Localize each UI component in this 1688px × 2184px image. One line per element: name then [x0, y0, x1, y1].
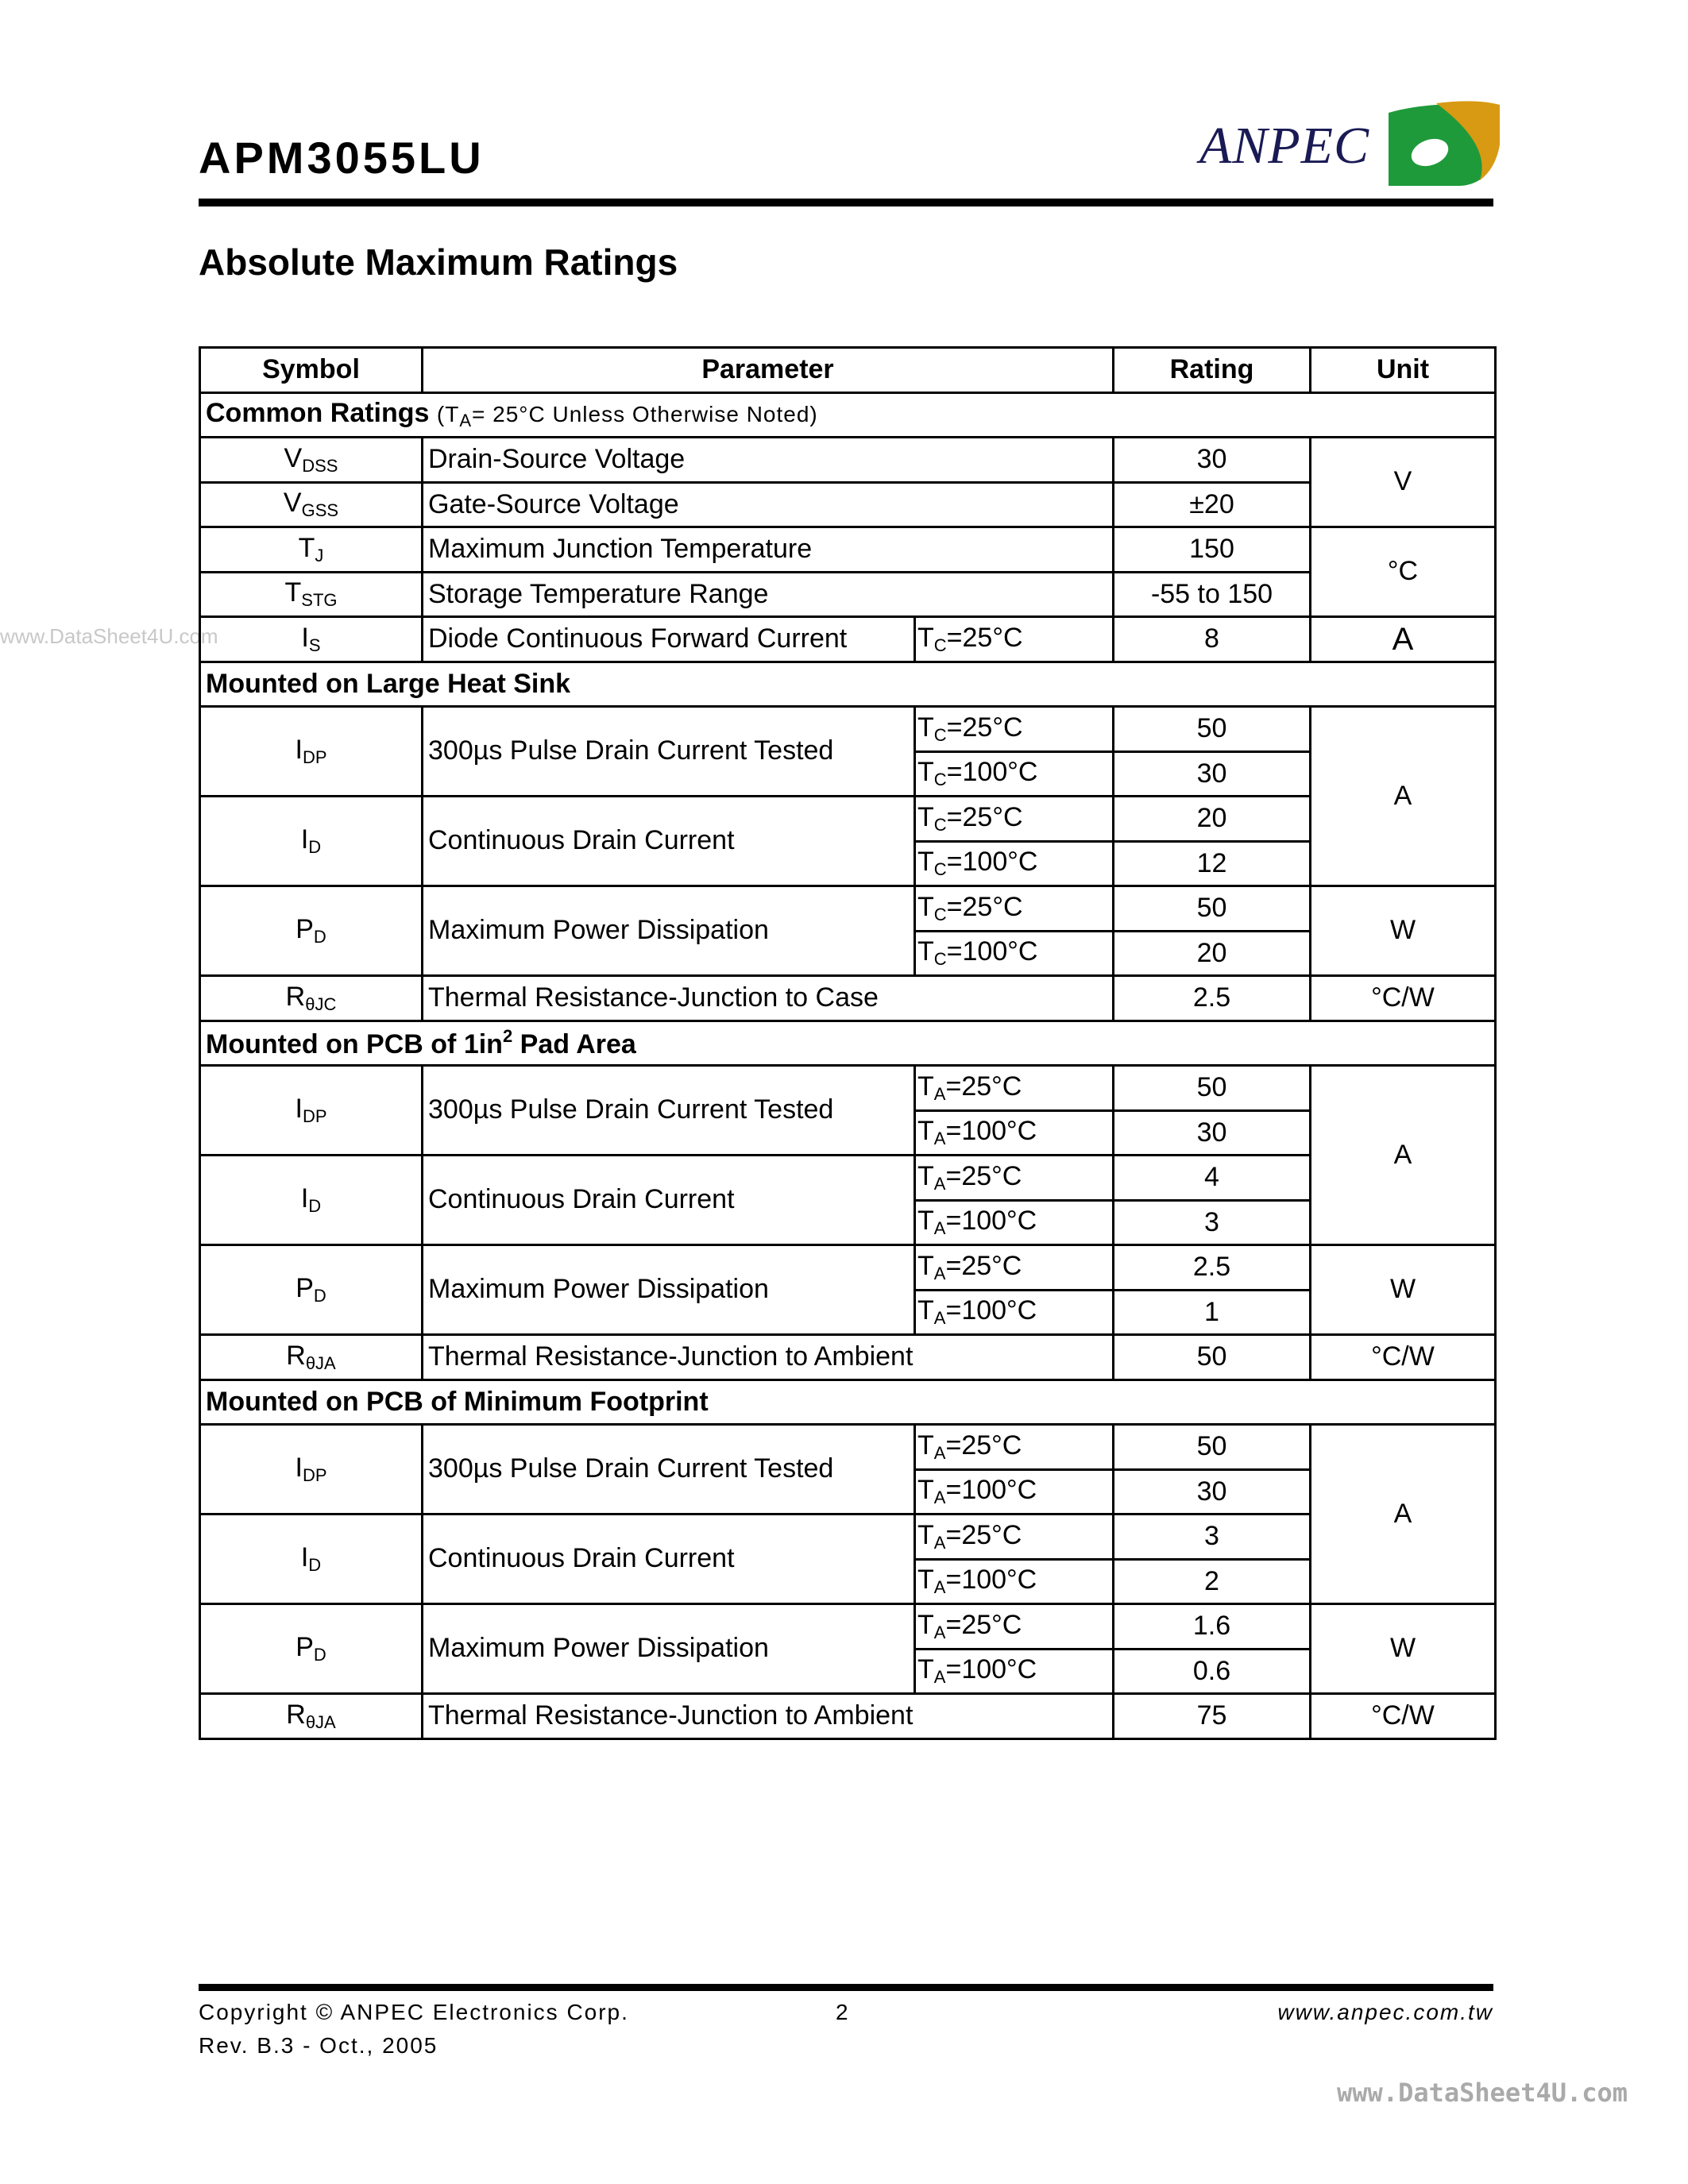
table-row	[200, 572, 1496, 617]
logo-mark-icon	[1381, 97, 1500, 188]
group-title: Mounted on PCB of $1in^2$ Pad Area	[200, 1021, 1496, 1066]
condition-cell: $T_A=25^\circ C$	[915, 1515, 1114, 1560]
rating-cell: -55 to 150	[1114, 572, 1311, 617]
group-row-pcb-min-footprint	[200, 1379, 1496, 1425]
rating-cell: 3	[1114, 1200, 1311, 1245]
footer-website-link[interactable]: www.anpec.com.tw	[1277, 2000, 1493, 2024]
unit-cell: °C/W	[1311, 1694, 1496, 1739]
parameter-cell: 300µs Pulse Drain Current Tested	[423, 1066, 915, 1156]
group-row-common	[200, 392, 1496, 438]
symbol-cell: $I_{DP}$	[200, 1425, 423, 1515]
header-rating: Rating	[1114, 348, 1311, 393]
logo-text: ANPEC	[1199, 117, 1369, 175]
symbol-cell: $I_{DP}$	[200, 1066, 423, 1156]
rating-cell: 50	[1114, 1066, 1311, 1111]
table-row	[200, 1515, 1496, 1560]
rating-cell: 30	[1114, 1469, 1311, 1515]
rating-cell: 30	[1114, 751, 1311, 797]
header-unit: Unit	[1311, 348, 1496, 393]
symbol-cell: $T_{STG}$	[200, 572, 423, 617]
rating-cell: 0.6	[1114, 1649, 1311, 1694]
unit-cell: W	[1311, 1604, 1496, 1694]
footer-page-number: 2	[836, 2000, 850, 2024]
table-header-row	[200, 348, 1496, 393]
parameter-cell: Thermal Resistance-Junction to Ambient	[423, 1335, 1114, 1380]
unit-cell: W	[1311, 1245, 1496, 1335]
condition-cell: $T_C=100^\circ C$	[915, 931, 1114, 976]
rating-cell: 2	[1114, 1559, 1311, 1604]
parameter-cell: Drain-Source Voltage	[423, 438, 1114, 483]
symbol-cell: $I_S$	[200, 617, 423, 662]
parameter-cell: Thermal Resistance-Junction to Case	[423, 976, 1114, 1021]
table-row	[200, 1066, 1496, 1111]
symbol-cell: $P_D$	[200, 1245, 423, 1335]
header-rule	[199, 199, 1493, 206]
table-row	[200, 976, 1496, 1021]
rating-cell: 1.6	[1114, 1604, 1311, 1650]
parameter-cell: Thermal Resistance-Junction to Ambient	[423, 1694, 1114, 1739]
table-row	[200, 527, 1496, 573]
parameter-cell: Maximum Power Dissipation	[423, 886, 915, 976]
condition-cell: $T_A=25^\circ C$	[915, 1604, 1114, 1650]
condition-cell: $T_A=25^\circ C$	[915, 1425, 1114, 1470]
parameter-cell: 300µs Pulse Drain Current Tested	[423, 1425, 915, 1515]
rating-cell: 50	[1114, 886, 1311, 932]
condition-cell: $T_C=25^\circ C$	[915, 617, 1114, 662]
condition-cell: $T_A=100^\circ C$	[915, 1469, 1114, 1515]
rating-cell: 30	[1114, 438, 1311, 483]
symbol-cell: $V_{GSS}$	[200, 482, 423, 527]
rating-cell: 3	[1114, 1515, 1311, 1560]
table-row	[200, 1335, 1496, 1380]
condition-cell: $T_A=100^\circ C$	[915, 1290, 1114, 1335]
watermark-left: www.DataSheet4U.com	[0, 624, 218, 648]
table-row	[200, 1425, 1496, 1470]
condition-cell: $T_A=100^\circ C$	[915, 1110, 1114, 1156]
header-parameter: Parameter	[423, 348, 1114, 393]
table-row	[200, 886, 1496, 932]
rating-cell: 50	[1114, 1425, 1311, 1470]
symbol-cell: $P_D$	[200, 886, 423, 976]
table-row	[200, 482, 1496, 527]
footer-copyright: Copyright © ANPEC Electronics Corp.	[199, 2000, 629, 2024]
symbol-cell: $I_D$	[200, 797, 423, 886]
condition-cell: $T_A=100^\circ C$	[915, 1649, 1114, 1694]
footer-revision: Rev. B.3 - Oct., 2005	[199, 2033, 438, 2058]
condition-cell: $T_C=25^\circ C$	[915, 707, 1114, 752]
unit-cell: W	[1311, 886, 1496, 976]
unit-cell: A	[1311, 707, 1496, 886]
unit-cell: °C	[1311, 527, 1496, 617]
parameter-cell: 300µs Pulse Drain Current Tested	[423, 707, 915, 797]
symbol-cell: $R_{\theta JC}$	[200, 976, 423, 1021]
group-row-large-heat-sink	[200, 662, 1496, 707]
rating-cell: 2.5	[1114, 1245, 1311, 1291]
rating-cell: 75	[1114, 1694, 1311, 1739]
condition-cell: $T_C=25^\circ C$	[915, 797, 1114, 842]
parameter-cell: Maximum Junction Temperature	[423, 527, 1114, 573]
table-row	[200, 617, 1496, 662]
table-row	[200, 797, 1496, 842]
condition-cell: $T_A=25^\circ C$	[915, 1245, 1114, 1291]
condition-cell: $T_A=25^\circ C$	[915, 1066, 1114, 1111]
parameter-cell: Continuous Drain Current	[423, 1156, 915, 1245]
unit-cell: A	[1311, 617, 1496, 662]
rating-cell: 2.5	[1114, 976, 1311, 1021]
unit-cell: °C/W	[1311, 976, 1496, 1021]
parameter-cell: Gate-Source Voltage	[423, 482, 1114, 527]
unit-cell: V	[1311, 438, 1496, 527]
symbol-cell: $I_D$	[200, 1156, 423, 1245]
symbol-cell: $R_{\theta JA}$	[200, 1694, 423, 1739]
rating-cell: ±20	[1114, 482, 1311, 527]
footer-rule	[199, 1984, 1493, 1991]
parameter-cell: Continuous Drain Current	[423, 797, 915, 886]
table-row	[200, 1604, 1496, 1650]
symbol-cell: $P_D$	[200, 1604, 423, 1694]
condition-cell: $T_A=25^\circ C$	[915, 1156, 1114, 1201]
part-number: APM3055LU	[199, 133, 485, 183]
table-row	[200, 1694, 1496, 1739]
table-row	[200, 1156, 1496, 1201]
condition-cell: $T_C=25^\circ C$	[915, 886, 1114, 932]
group-title: Mounted on Large Heat Sink	[200, 662, 1496, 707]
rating-cell: 4	[1114, 1156, 1311, 1201]
section-title: Absolute Maximum Ratings	[199, 241, 678, 283]
parameter-cell: Storage Temperature Range	[423, 572, 1114, 617]
symbol-cell: $I_{DP}$	[200, 707, 423, 797]
table-row	[200, 1245, 1496, 1291]
group-title: Common Ratings	[206, 398, 430, 429]
rating-cell: 12	[1114, 841, 1311, 886]
group-title: Mounted on PCB of Minimum Footprint	[200, 1379, 1496, 1425]
rating-cell: 150	[1114, 527, 1311, 573]
rating-cell: 1	[1114, 1290, 1311, 1335]
anpec-logo	[1199, 97, 1497, 188]
watermark-right: www.DataSheet4U.com	[1337, 2078, 1628, 2108]
rating-cell: 50	[1114, 707, 1311, 752]
absolute-maximum-ratings-table	[199, 346, 1497, 1740]
table-row	[200, 438, 1496, 483]
parameter-cell: Diode Continuous Forward Current	[423, 617, 915, 662]
parameter-cell: Maximum Power Dissipation	[423, 1604, 915, 1694]
unit-cell: A	[1311, 1066, 1496, 1245]
condition-cell: $T_A=100^\circ C$	[915, 1559, 1114, 1604]
symbol-cell: $I_D$	[200, 1515, 423, 1604]
rating-cell: 30	[1114, 1110, 1311, 1156]
parameter-cell: Maximum Power Dissipation	[423, 1245, 915, 1335]
parameter-cell: Continuous Drain Current	[423, 1515, 915, 1604]
condition-cell: $T_C=100^\circ C$	[915, 841, 1114, 886]
group-note: ($T_A= 25^\circ C$ Unless Otherwise Noted)	[436, 402, 818, 431]
unit-cell: °C/W	[1311, 1335, 1496, 1380]
group-row-pcb-1in2	[200, 1021, 1496, 1066]
rating-cell: 50	[1114, 1335, 1311, 1380]
rating-cell: 20	[1114, 797, 1311, 842]
condition-cell: $T_A=100^\circ C$	[915, 1200, 1114, 1245]
symbol-cell: $T_J$	[200, 527, 423, 573]
symbol-cell: $R_{\theta JA}$	[200, 1335, 423, 1380]
condition-cell: $T_C=100^\circ C$	[915, 751, 1114, 797]
symbol-cell: $V_{DSS}$	[200, 438, 423, 483]
rating-cell: 8	[1114, 617, 1311, 662]
table-row	[200, 707, 1496, 752]
header-symbol: Symbol	[200, 348, 423, 393]
unit-cell: A	[1311, 1425, 1496, 1604]
rating-cell: 20	[1114, 931, 1311, 976]
